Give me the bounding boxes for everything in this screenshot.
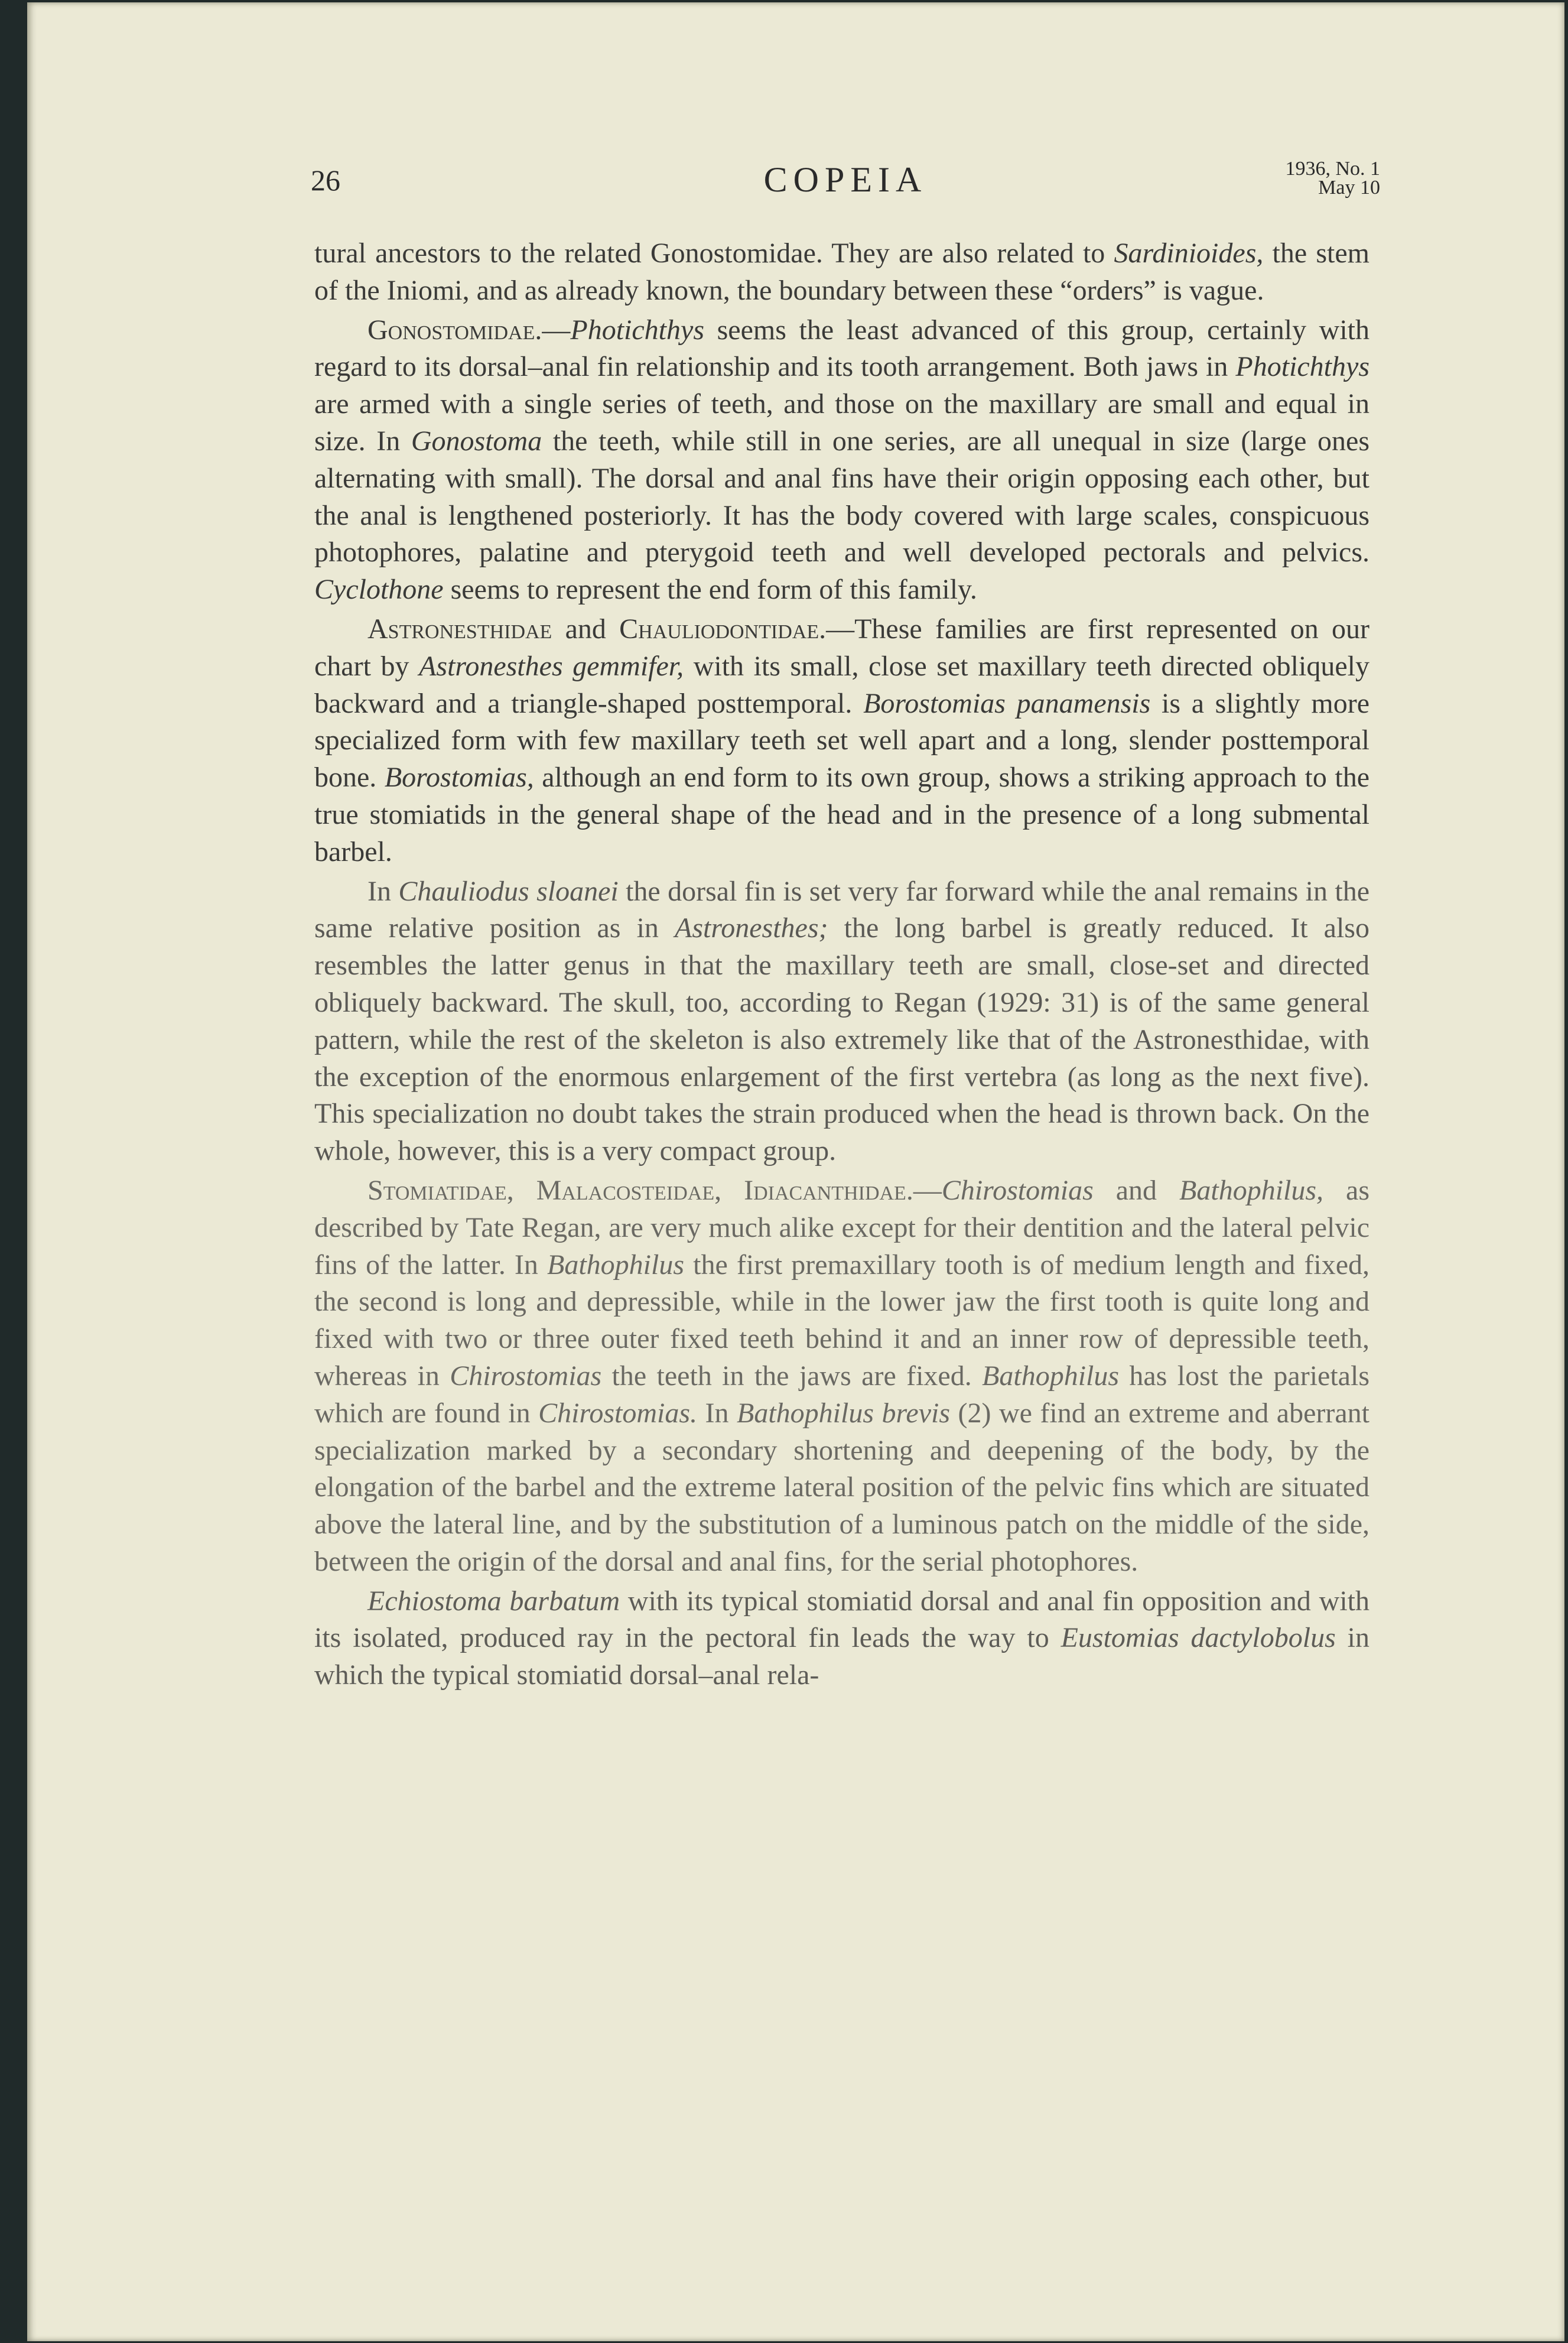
italic-taxon: Echiostoma barbatum xyxy=(367,1585,620,1617)
family-heading: Chauliodontidae. xyxy=(619,613,827,645)
italic-taxon: Astronesthes; xyxy=(675,912,828,944)
text-run: with its typical stomiatid dorsal and anal fin opposition and with its isolated, produced ray in the pectoral fin leads the way to xyxy=(314,1585,1370,1654)
text-run: (2) we find an extreme and aberrant specialization marked by a secondary shortening and deepening of the body, by the elongation of the barbel and the extreme lateral position of the pelvic fins which are situated above the lateral line, and by the substitution of a luminous patch on the middle of the side, between the origin of the dorsal and anal fins, for the serial photophores. xyxy=(314,1397,1370,1577)
family-heading: Astronesthidae xyxy=(367,613,552,645)
paragraph-stomiatidae xyxy=(314,1172,1369,1581)
italic-taxon: Bathophilus brevis xyxy=(737,1397,951,1429)
family-heading: Gonostomidae. xyxy=(367,314,542,346)
italic-taxon: Chirostomias xyxy=(941,1174,1094,1206)
family-heading: Idiacanthidae. xyxy=(744,1174,913,1206)
text-run: In xyxy=(697,1397,737,1429)
text-run: In xyxy=(367,875,399,907)
text-run: , xyxy=(714,1174,744,1206)
italic-taxon: Chirostomias xyxy=(450,1360,602,1392)
text-run: the teeth in the jaws are fixed. xyxy=(601,1360,983,1392)
journal-title: COPEIA xyxy=(763,160,928,199)
text-run: seems to represent the end form of this family. xyxy=(443,574,977,606)
page-number: 26 xyxy=(311,164,340,197)
italic-taxon: Sardinioides, xyxy=(1114,238,1264,269)
italic-taxon: Borostomias panamensis xyxy=(863,687,1151,719)
family-heading: Stomiatidae xyxy=(367,1174,507,1206)
italic-taxon: Cyclothone xyxy=(314,574,444,606)
running-header xyxy=(311,160,1380,201)
italic-taxon: Chauliodus sloanei xyxy=(398,875,619,907)
paragraph-gonostomidae xyxy=(314,312,1369,609)
family-heading: Malacosteidae xyxy=(536,1174,715,1206)
text-run: as described by Tate Regan, are very much alike except for their dentition and the lateral pelvic fins of the latter. In xyxy=(314,1174,1369,1281)
issue-info xyxy=(1285,160,1380,197)
paragraph-1 xyxy=(314,235,1369,310)
text-run: and xyxy=(552,613,620,645)
text-run: are armed with a single series of teeth, and those on the maxillary are small and equal in size. In xyxy=(314,388,1369,457)
text-run: the teeth, while still in one series, are all unequal in size (large ones alternating with small). The dorsal and anal fins have their origin opposing each other, but the anal is lengthened posteriorly. It has the body covered with large scales, conspicuous photophores, palatine and pterygoid teeth and well developed pectorals and pelvics. xyxy=(314,425,1370,568)
italic-taxon: Astronesthes gemmifer, xyxy=(419,650,684,682)
text-run: although an end form to its own group, shows a striking approach to the true stomiatids in the general shape of the head and in the presence of a long submental barbel. xyxy=(314,762,1369,867)
paragraph-astronesthidae xyxy=(314,611,1369,871)
issue-number: 1936, No. 1 xyxy=(1285,158,1380,180)
text-run: with its small, close set maxillary teeth directed obliquely backward and a triangle-shaped posttemporal. xyxy=(314,650,1369,719)
issue-date: May 10 xyxy=(1318,177,1380,199)
text-run: tural ancestors to the related Gonostomidae. They are also related to xyxy=(314,238,1114,269)
text-run: — xyxy=(542,314,571,346)
text-run: has lost the parietals which are found in xyxy=(314,1360,1370,1429)
italic-taxon: Photichthys xyxy=(570,314,704,346)
italic-taxon: Eustomias dactylobolus xyxy=(1060,1622,1336,1654)
text-run: the dorsal fin is set very far forward while the anal remains in the same relative position as in xyxy=(314,875,1369,944)
article-body xyxy=(314,235,1369,1694)
text-run: the first premaxillary tooth is of medium length and fixed, the second is long and depressible, while in the lower jaw the first tooth is quite long and fixed with two or three outer fixed teeth behind it and an inner row of depressible teeth, whereas in xyxy=(314,1249,1370,1392)
italic-taxon: Photichthys xyxy=(1235,351,1369,383)
text-run: —These families are first represented on our chart by xyxy=(314,613,1369,682)
italic-taxon: Gonostoma xyxy=(411,425,542,457)
italic-taxon: Bathophilus xyxy=(547,1249,685,1281)
italic-taxon: Chirostomias. xyxy=(538,1397,698,1429)
text-run: — xyxy=(913,1174,942,1206)
text-run: is a slightly more specialized form with few maxillary teeth set well apart and a long, slender posttemporal bone. xyxy=(314,687,1370,794)
italic-taxon: Bathophilus xyxy=(982,1360,1120,1392)
paragraph-echiostoma xyxy=(314,1583,1369,1694)
text-run: in which the typical stomiatid dorsal–anal rela- xyxy=(314,1622,1370,1691)
text-run: seems the least advanced of this group, certainly with regard to its dorsal–anal fin relationship and its tooth arrangement. Both jaws in xyxy=(314,314,1369,383)
text-run: the stem of the Iniomi, and as already known, the boundary between these “orders” is vague. xyxy=(314,238,1370,306)
text-run: , xyxy=(506,1174,536,1206)
paragraph-chauliodus xyxy=(314,873,1369,1170)
italic-taxon: Bathophilus, xyxy=(1179,1174,1324,1206)
text-run: the long barbel is greatly reduced. It also resembles the latter genus in that the maxillary teeth are small, close-set and directed obliquely backward. The skull, too, according to Regan (1929: 31) is of the same general pattern, while the rest of the skeleton is also extremely like that of the Astronesthidae, with the exception of the enormous enlargement of the first vertebra (as long as the next five). This specialization no doubt takes the strain produced when the head is thrown back. On the whole, however, this is a very compact group. xyxy=(314,912,1369,1167)
italic-taxon: Borostomias, xyxy=(384,762,534,794)
text-run: and xyxy=(1093,1174,1180,1206)
